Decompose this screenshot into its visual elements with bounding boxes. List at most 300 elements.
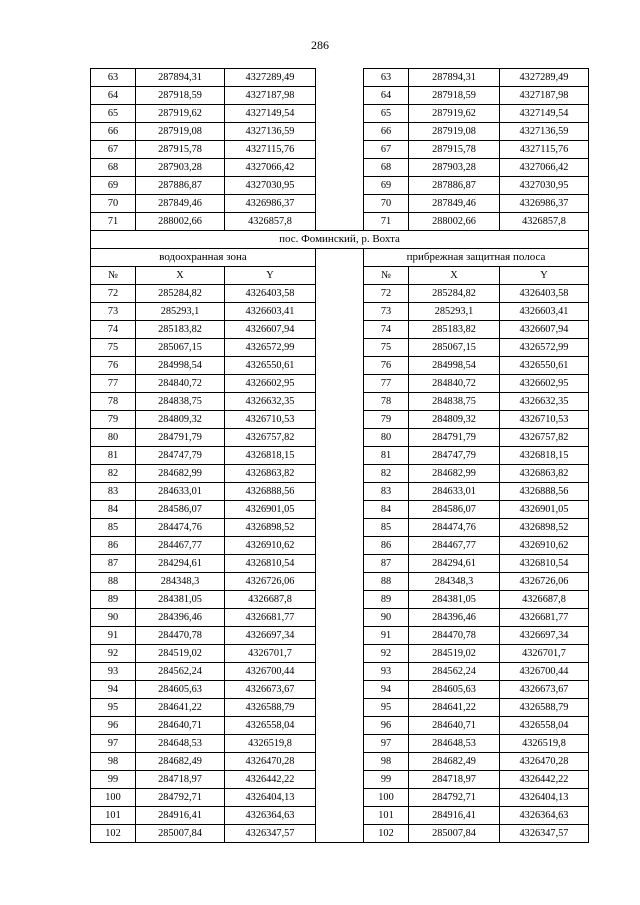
left-y-coordinate: 4326910,62	[225, 537, 316, 555]
right-x-coordinate: 284633,01	[409, 483, 500, 501]
right-x-coordinate: 284586,07	[409, 501, 500, 519]
table-row	[91, 411, 589, 429]
right-x-coordinate: 284809,32	[409, 411, 500, 429]
column-gap	[316, 573, 364, 591]
table-row	[91, 573, 589, 591]
table-row	[91, 789, 589, 807]
column-header-row	[91, 267, 589, 285]
right-x-coordinate: 284682,99	[409, 465, 500, 483]
right-point-number: 98	[364, 753, 409, 771]
table-row	[91, 717, 589, 735]
left-x-coordinate: 284682,49	[136, 753, 225, 771]
right-x-coordinate: 284640,71	[409, 717, 500, 735]
right-x-coordinate: 287915,78	[409, 141, 500, 159]
table-row	[91, 771, 589, 789]
left-x-coordinate: 284467,77	[136, 537, 225, 555]
left-x-coordinate: 285183,82	[136, 321, 225, 339]
water-protection-zone-header: водоохранная зона	[91, 249, 316, 267]
left-x-coordinate: 284641,22	[136, 699, 225, 717]
right-x-coordinate: 284396,46	[409, 609, 500, 627]
table-row	[91, 141, 589, 159]
left-point-number: 74	[91, 321, 136, 339]
right-point-number: 67	[364, 141, 409, 159]
table-row	[91, 357, 589, 375]
column-gap	[316, 285, 364, 303]
left-point-number: 79	[91, 411, 136, 429]
right-point-number: 78	[364, 393, 409, 411]
left-y-coordinate: 4326898,52	[225, 519, 316, 537]
right-y-coordinate: 4326632,35	[500, 393, 589, 411]
right-y-coordinate: 4327136,59	[500, 123, 589, 141]
column-gap	[316, 555, 364, 573]
right-y-coordinate: 4326404,13	[500, 789, 589, 807]
right-y-coordinate: 4327289,49	[500, 69, 589, 87]
right-x-coordinate: 284641,22	[409, 699, 500, 717]
left-point-number: 71	[91, 213, 136, 231]
left-y-coordinate: 4327289,49	[225, 69, 316, 87]
left-y-coordinate: 4326687,8	[225, 591, 316, 609]
right-point-number: 76	[364, 357, 409, 375]
right-point-number: 72	[364, 285, 409, 303]
table-row	[91, 699, 589, 717]
right-point-number: 89	[364, 591, 409, 609]
left-y-coordinate: 4326588,79	[225, 699, 316, 717]
left-y-coordinate: 4326403,58	[225, 285, 316, 303]
right-x-coordinate: 285183,82	[409, 321, 500, 339]
table-row	[91, 123, 589, 141]
table-row	[91, 681, 589, 699]
right-y-coordinate: 4326347,57	[500, 825, 589, 843]
table-row	[91, 177, 589, 195]
left-x-coordinate: 284682,99	[136, 465, 225, 483]
right-y-coordinate: 4326697,34	[500, 627, 589, 645]
coordinates-table	[90, 68, 589, 843]
right-x-coordinate: 287886,87	[409, 177, 500, 195]
column-gap	[316, 537, 364, 555]
left-point-number: 88	[91, 573, 136, 591]
column-gap	[316, 393, 364, 411]
column-gap	[316, 717, 364, 735]
left-point-number: 70	[91, 195, 136, 213]
right-point-number: 74	[364, 321, 409, 339]
column-gap	[316, 789, 364, 807]
left-point-number: 93	[91, 663, 136, 681]
left-y-coordinate: 4326757,82	[225, 429, 316, 447]
left-point-number: 69	[91, 177, 136, 195]
right-y-coordinate: 4326857,8	[500, 213, 589, 231]
left-x-coordinate: 284562,24	[136, 663, 225, 681]
left-y-coordinate: 4326632,35	[225, 393, 316, 411]
right-y-coordinate: 4326673,67	[500, 681, 589, 699]
right-y-coordinate: 4327030,95	[500, 177, 589, 195]
left-x-coordinate: 285007,84	[136, 825, 225, 843]
table-row	[91, 591, 589, 609]
right-x-coordinate: 284562,24	[409, 663, 500, 681]
column-gap	[316, 681, 364, 699]
table-row	[91, 501, 589, 519]
right-y-coordinate: 4326818,15	[500, 447, 589, 465]
left-point-number: 72	[91, 285, 136, 303]
right-x-coordinate: 285293,1	[409, 303, 500, 321]
table-row	[91, 537, 589, 555]
right-x-coordinate: 285067,15	[409, 339, 500, 357]
column-gap	[316, 501, 364, 519]
right-x-coordinate: 284294,61	[409, 555, 500, 573]
left-y-coordinate: 4326818,15	[225, 447, 316, 465]
column-gap	[316, 105, 364, 123]
left-y-coordinate: 4326558,04	[225, 717, 316, 735]
left-point-number: 96	[91, 717, 136, 735]
right-y-coordinate: 4326364,63	[500, 807, 589, 825]
table-row	[91, 213, 589, 231]
left-y-coordinate: 4326700,44	[225, 663, 316, 681]
column-gap	[316, 771, 364, 789]
left-x-coordinate: 287886,87	[136, 177, 225, 195]
left-y-coordinate: 4326364,63	[225, 807, 316, 825]
left-point-number: 75	[91, 339, 136, 357]
left-point-number: 73	[91, 303, 136, 321]
left-x-coordinate: 285067,15	[136, 339, 225, 357]
left-point-number: 82	[91, 465, 136, 483]
left-point-number: 78	[91, 393, 136, 411]
right-x-coordinate: 284840,72	[409, 375, 500, 393]
section-title-row	[91, 231, 589, 249]
column-gap	[316, 645, 364, 663]
table-row	[91, 195, 589, 213]
column-gap	[316, 519, 364, 537]
right-x-coordinate: 284648,53	[409, 735, 500, 753]
table-row	[91, 429, 589, 447]
column-gap	[316, 141, 364, 159]
right-y-coordinate: 4326810,54	[500, 555, 589, 573]
table-row	[91, 105, 589, 123]
left-point-number: 64	[91, 87, 136, 105]
right-x-coordinate: 284791,79	[409, 429, 500, 447]
right-y-coordinate: 4326403,58	[500, 285, 589, 303]
right-point-number: 71	[364, 213, 409, 231]
right-point-number: 69	[364, 177, 409, 195]
left-point-number: 94	[91, 681, 136, 699]
left-x-coordinate: 284809,32	[136, 411, 225, 429]
right-point-number: 84	[364, 501, 409, 519]
left-point-number: 89	[91, 591, 136, 609]
left-y-coordinate: 4327030,95	[225, 177, 316, 195]
left-x-header: X	[136, 267, 225, 285]
right-y-coordinate: 4326470,28	[500, 753, 589, 771]
right-number-header: №	[364, 267, 409, 285]
right-x-coordinate: 284474,76	[409, 519, 500, 537]
table-row	[91, 609, 589, 627]
right-point-number: 87	[364, 555, 409, 573]
right-y-coordinate: 4326757,82	[500, 429, 589, 447]
left-number-header: №	[91, 267, 136, 285]
right-x-coordinate: 284348,3	[409, 573, 500, 591]
column-gap	[316, 753, 364, 771]
column-gap	[316, 447, 364, 465]
left-y-coordinate: 4326710,53	[225, 411, 316, 429]
left-point-number: 90	[91, 609, 136, 627]
left-x-coordinate: 284294,61	[136, 555, 225, 573]
left-y-coordinate: 4326726,06	[225, 573, 316, 591]
left-point-number: 84	[91, 501, 136, 519]
column-gap	[316, 357, 364, 375]
right-point-number: 102	[364, 825, 409, 843]
right-x-coordinate: 284519,02	[409, 645, 500, 663]
right-x-coordinate: 287903,28	[409, 159, 500, 177]
table-row	[91, 519, 589, 537]
right-y-coordinate: 4326910,62	[500, 537, 589, 555]
right-point-number: 75	[364, 339, 409, 357]
section-title: пос. Фоминский, р. Вохта	[91, 231, 589, 249]
left-point-number: 92	[91, 645, 136, 663]
left-y-coordinate: 4326470,28	[225, 753, 316, 771]
column-gap	[316, 195, 364, 213]
column-gap	[316, 177, 364, 195]
left-point-number: 95	[91, 699, 136, 717]
left-x-coordinate: 284792,71	[136, 789, 225, 807]
left-x-coordinate: 287918,59	[136, 87, 225, 105]
right-point-number: 100	[364, 789, 409, 807]
left-x-coordinate: 284840,72	[136, 375, 225, 393]
right-y-coordinate: 4326687,8	[500, 591, 589, 609]
right-y-coordinate: 4327187,98	[500, 87, 589, 105]
left-point-number: 76	[91, 357, 136, 375]
left-point-number: 81	[91, 447, 136, 465]
right-y-coordinate: 4326898,52	[500, 519, 589, 537]
table-row	[91, 663, 589, 681]
right-y-coordinate: 4326700,44	[500, 663, 589, 681]
right-y-coordinate: 4327066,42	[500, 159, 589, 177]
column-gap	[316, 627, 364, 645]
right-point-number: 99	[364, 771, 409, 789]
right-x-coordinate: 284718,97	[409, 771, 500, 789]
right-x-coordinate: 285007,84	[409, 825, 500, 843]
right-x-coordinate: 284682,49	[409, 753, 500, 771]
right-point-number: 81	[364, 447, 409, 465]
table-row	[91, 375, 589, 393]
left-x-coordinate: 284474,76	[136, 519, 225, 537]
right-x-coordinate: 284998,54	[409, 357, 500, 375]
left-x-coordinate: 287849,46	[136, 195, 225, 213]
right-x-coordinate: 284838,75	[409, 393, 500, 411]
right-y-coordinate: 4326588,79	[500, 699, 589, 717]
coastal-protection-strip-header: прибрежная защитная полоса	[364, 249, 589, 267]
left-x-coordinate: 284791,79	[136, 429, 225, 447]
table-row	[91, 339, 589, 357]
column-gap	[316, 411, 364, 429]
table-row	[91, 645, 589, 663]
left-y-coordinate: 4327136,59	[225, 123, 316, 141]
right-y-coordinate: 4326550,61	[500, 357, 589, 375]
left-point-number: 83	[91, 483, 136, 501]
table-row	[91, 483, 589, 501]
right-point-number: 95	[364, 699, 409, 717]
column-gap	[316, 303, 364, 321]
right-x-coordinate: 287894,31	[409, 69, 500, 87]
right-x-coordinate: 287919,08	[409, 123, 500, 141]
right-point-number: 82	[364, 465, 409, 483]
right-point-number: 93	[364, 663, 409, 681]
table-row	[91, 555, 589, 573]
right-x-coordinate: 284605,63	[409, 681, 500, 699]
column-gap	[316, 267, 364, 285]
right-point-number: 86	[364, 537, 409, 555]
right-y-coordinate: 4326726,06	[500, 573, 589, 591]
left-point-number: 91	[91, 627, 136, 645]
column-gap	[316, 591, 364, 609]
right-point-number: 65	[364, 105, 409, 123]
right-point-number: 85	[364, 519, 409, 537]
right-point-number: 83	[364, 483, 409, 501]
right-point-number: 73	[364, 303, 409, 321]
left-x-coordinate: 284519,02	[136, 645, 225, 663]
right-y-coordinate: 4326607,94	[500, 321, 589, 339]
left-x-coordinate: 284718,97	[136, 771, 225, 789]
left-y-coordinate: 4326810,54	[225, 555, 316, 573]
left-x-coordinate: 287919,08	[136, 123, 225, 141]
left-point-number: 80	[91, 429, 136, 447]
left-x-coordinate: 284838,75	[136, 393, 225, 411]
right-x-coordinate: 287918,59	[409, 87, 500, 105]
right-point-number: 80	[364, 429, 409, 447]
left-y-coordinate: 4326603,41	[225, 303, 316, 321]
left-y-coordinate: 4326404,13	[225, 789, 316, 807]
right-point-number: 64	[364, 87, 409, 105]
right-point-number: 91	[364, 627, 409, 645]
right-y-coordinate: 4326602,95	[500, 375, 589, 393]
table-row	[91, 807, 589, 825]
left-point-number: 97	[91, 735, 136, 753]
right-x-coordinate: 284916,41	[409, 807, 500, 825]
table-row	[91, 321, 589, 339]
right-point-number: 66	[364, 123, 409, 141]
right-x-coordinate: 287849,46	[409, 195, 500, 213]
column-gap	[316, 663, 364, 681]
table-row	[91, 447, 589, 465]
left-point-number: 87	[91, 555, 136, 573]
left-y-coordinate: 4326901,05	[225, 501, 316, 519]
right-y-coordinate: 4327115,76	[500, 141, 589, 159]
table-row	[91, 159, 589, 177]
left-y-coordinate: 4326550,61	[225, 357, 316, 375]
column-gap	[316, 429, 364, 447]
table-row	[91, 69, 589, 87]
left-x-coordinate: 287894,31	[136, 69, 225, 87]
right-point-number: 96	[364, 717, 409, 735]
left-x-coordinate: 284640,71	[136, 717, 225, 735]
left-point-number: 86	[91, 537, 136, 555]
left-point-number: 68	[91, 159, 136, 177]
left-y-coordinate: 4326602,95	[225, 375, 316, 393]
left-x-coordinate: 288002,66	[136, 213, 225, 231]
column-gap	[316, 699, 364, 717]
right-x-header: X	[409, 267, 500, 285]
left-x-coordinate: 284747,79	[136, 447, 225, 465]
right-y-coordinate: 4326701,7	[500, 645, 589, 663]
right-point-number: 94	[364, 681, 409, 699]
left-point-number: 101	[91, 807, 136, 825]
left-x-coordinate: 284648,53	[136, 735, 225, 753]
left-x-coordinate: 287919,62	[136, 105, 225, 123]
right-x-coordinate: 284470,78	[409, 627, 500, 645]
right-y-coordinate: 4326603,41	[500, 303, 589, 321]
table-row	[91, 285, 589, 303]
right-point-number: 79	[364, 411, 409, 429]
right-y-coordinate: 4326888,56	[500, 483, 589, 501]
right-y-coordinate: 4326442,22	[500, 771, 589, 789]
left-x-coordinate: 284633,01	[136, 483, 225, 501]
table-row	[91, 735, 589, 753]
left-x-coordinate: 284348,3	[136, 573, 225, 591]
right-x-coordinate: 284747,79	[409, 447, 500, 465]
right-point-number: 88	[364, 573, 409, 591]
right-y-header: Y	[500, 267, 589, 285]
left-y-coordinate: 4327066,42	[225, 159, 316, 177]
left-y-coordinate: 4326986,37	[225, 195, 316, 213]
right-y-coordinate: 4326986,37	[500, 195, 589, 213]
left-y-coordinate: 4327149,54	[225, 105, 316, 123]
left-x-coordinate: 287903,28	[136, 159, 225, 177]
column-gap	[316, 375, 364, 393]
left-x-coordinate: 284396,46	[136, 609, 225, 627]
left-y-coordinate: 4326697,34	[225, 627, 316, 645]
left-x-coordinate: 284998,54	[136, 357, 225, 375]
right-y-coordinate: 4327149,54	[500, 105, 589, 123]
right-point-number: 68	[364, 159, 409, 177]
left-point-number: 99	[91, 771, 136, 789]
left-y-coordinate: 4326572,99	[225, 339, 316, 357]
column-gap	[316, 87, 364, 105]
left-point-number: 67	[91, 141, 136, 159]
left-y-coordinate: 4327115,76	[225, 141, 316, 159]
left-point-number: 100	[91, 789, 136, 807]
left-y-coordinate: 4326673,67	[225, 681, 316, 699]
column-gap	[316, 159, 364, 177]
column-gap	[316, 807, 364, 825]
column-gap	[316, 123, 364, 141]
left-x-coordinate: 285284,82	[136, 285, 225, 303]
column-gap	[316, 213, 364, 231]
left-y-coordinate: 4326519,8	[225, 735, 316, 753]
column-gap	[316, 735, 364, 753]
table-row	[91, 393, 589, 411]
left-y-coordinate: 4326857,8	[225, 213, 316, 231]
left-point-number: 63	[91, 69, 136, 87]
right-y-coordinate: 4326710,53	[500, 411, 589, 429]
left-point-number: 77	[91, 375, 136, 393]
right-point-number: 70	[364, 195, 409, 213]
right-y-coordinate: 4326572,99	[500, 339, 589, 357]
right-point-number: 63	[364, 69, 409, 87]
column-gap	[316, 825, 364, 843]
page-number: 286	[311, 38, 329, 52]
column-gap	[316, 339, 364, 357]
left-point-number: 66	[91, 123, 136, 141]
table-row	[91, 825, 589, 843]
left-y-coordinate: 4326607,94	[225, 321, 316, 339]
table-row	[91, 303, 589, 321]
left-point-number: 85	[91, 519, 136, 537]
left-point-number: 102	[91, 825, 136, 843]
column-gap	[316, 483, 364, 501]
right-y-coordinate: 4326558,04	[500, 717, 589, 735]
left-y-coordinate: 4327187,98	[225, 87, 316, 105]
table-row	[91, 753, 589, 771]
column-gap	[316, 609, 364, 627]
left-x-coordinate: 284605,63	[136, 681, 225, 699]
right-y-coordinate: 4326681,77	[500, 609, 589, 627]
right-x-coordinate: 285284,82	[409, 285, 500, 303]
